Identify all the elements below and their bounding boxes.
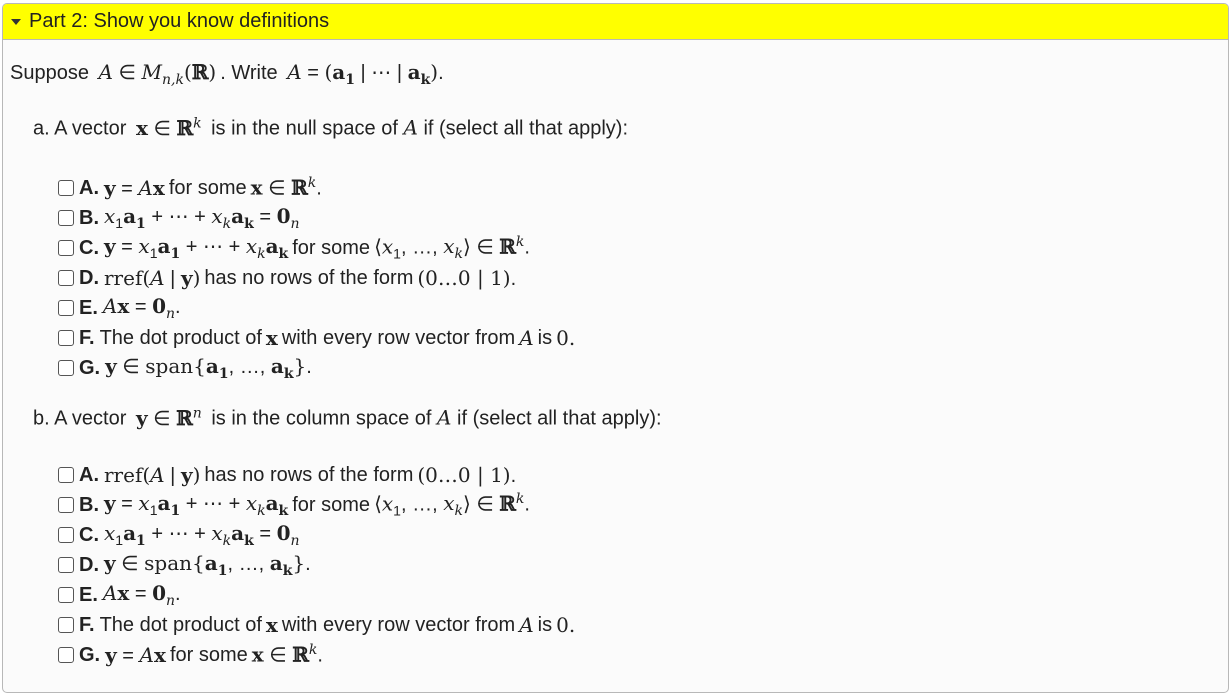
option-text: has no rows of the form — [204, 463, 414, 486]
checkbox-a-B[interactable] — [58, 210, 74, 226]
math: x — [265, 326, 278, 350]
checkbox-a-E[interactable] — [58, 300, 74, 316]
question-b-prompt — [33, 405, 662, 431]
option-letter: F. — [79, 326, 95, 349]
math: A — [519, 326, 534, 350]
option-letter: C. — [79, 236, 99, 259]
checkbox-a-C[interactable] — [58, 240, 74, 256]
checkbox-a-F[interactable] — [58, 330, 74, 346]
math: $⟨x_1$, …, $x_k⟩$ ∈ ℝ$^k$. — [374, 490, 530, 520]
option-text: for some — [292, 493, 371, 516]
option-letter: B. — [79, 206, 99, 229]
math: $⟨x_1$, …, $x_k⟩$ ∈ ℝ$^k$. — [374, 233, 530, 263]
checkbox-b-A[interactable] — [58, 467, 74, 483]
math: x ∈ ℝ$^k$. — [251, 642, 323, 667]
option-a-A[interactable] — [58, 173, 579, 203]
intro-line — [10, 60, 448, 88]
checkbox-a-G[interactable] — [58, 360, 74, 376]
math-intro-1: A ∈ $M_{n,k}(ℝ)$ — [98, 60, 217, 88]
checkbox-b-D[interactable] — [58, 557, 74, 573]
checkbox-b-B[interactable] — [58, 497, 74, 513]
intro-text-write: . Write — [220, 62, 278, 84]
question-b-text-1: b. A vector — [33, 407, 127, 430]
math: $x_1a_1$ + ⋯ + $x_ka_k = 0_n$ — [104, 204, 300, 232]
math-A: A — [403, 115, 418, 140]
part-title: Part 2: Show you know definitions — [29, 10, 330, 32]
option-letter: C. — [79, 523, 99, 546]
math-A: A — [437, 405, 452, 430]
option-letter: F. — [79, 613, 95, 636]
math: $x_1a_1$ + ⋯ + $x_ka_k = 0_n$ — [104, 521, 300, 549]
intro-text-suppose: Suppose — [10, 62, 89, 84]
option-a-E[interactable] — [58, 293, 579, 323]
question-a-options — [58, 173, 579, 383]
option-letter: G. — [79, 356, 101, 379]
math-x-in-rk: x ∈ ℝ$^k$ — [135, 115, 202, 140]
math: y ∈ $span\{a_1$, …, $a_k$}. — [104, 551, 311, 579]
math: $Ax = 0_n$. — [102, 294, 181, 322]
question-a-text-2: is in the null space of — [211, 117, 398, 140]
math: (0…0 | 1). — [417, 462, 517, 487]
option-text: is — [537, 613, 553, 636]
math: (0…0 | 1). — [417, 265, 517, 290]
option-a-C[interactable] — [58, 233, 579, 263]
option-b-G[interactable] — [58, 640, 579, 670]
question-b-text-3: if (select all that apply): — [457, 407, 662, 430]
math: y = Ax — [105, 642, 166, 667]
option-b-F[interactable] — [58, 610, 579, 640]
checkbox-b-C[interactable] — [58, 527, 74, 543]
math: $Ax = 0_n$. — [102, 581, 181, 609]
math: 0. — [556, 326, 576, 350]
question-b-text-2: is in the column space of — [211, 407, 432, 430]
math: $y = x_1a_1$ + ⋯ + $x_ka_k$ — [104, 491, 289, 519]
math: rref(A | y) — [104, 265, 201, 290]
option-b-A[interactable] — [58, 460, 579, 490]
question-a-prompt — [33, 115, 628, 141]
math: 0. — [556, 613, 576, 637]
option-text: The dot product of — [99, 613, 262, 636]
option-letter: D. — [79, 266, 99, 289]
math-intro-2: $A = (a_1$ | ⋯ | $a_k$). — [287, 60, 444, 88]
option-b-E[interactable] — [58, 580, 579, 610]
math-y-in-rn: y ∈ ℝ$^n$ — [135, 405, 202, 430]
option-a-F[interactable] — [58, 323, 579, 353]
checkbox-b-G[interactable] — [58, 647, 74, 663]
math: x ∈ ℝ$^k$. — [250, 175, 322, 200]
option-letter: D. — [79, 553, 99, 576]
option-text: with every row vector from — [281, 326, 516, 349]
option-b-B[interactable] — [58, 490, 579, 520]
option-text: for some — [168, 176, 247, 199]
checkbox-a-D[interactable] — [58, 270, 74, 286]
option-b-C[interactable] — [58, 520, 579, 550]
option-letter: A. — [79, 463, 99, 486]
option-letter: E. — [79, 296, 98, 319]
collapse-caret-icon[interactable] — [11, 19, 21, 25]
math: y ∈ $span\{a_1$, …, $a_k$}. — [105, 354, 312, 382]
option-letter: B. — [79, 493, 99, 516]
math: rref(A | y) — [104, 462, 201, 487]
option-letter: A. — [79, 176, 99, 199]
option-text: is — [537, 326, 553, 349]
option-letter: G. — [79, 643, 101, 666]
option-text: The dot product of — [99, 326, 262, 349]
checkbox-b-E[interactable] — [58, 587, 74, 603]
option-a-D[interactable] — [58, 263, 579, 293]
checkbox-a-A[interactable] — [58, 180, 74, 196]
option-letter: E. — [79, 583, 98, 606]
checkbox-b-F[interactable] — [58, 617, 74, 633]
math: $y = x_1a_1$ + ⋯ + $x_ka_k$ — [104, 234, 289, 262]
option-text: with every row vector from — [281, 613, 516, 636]
option-b-D[interactable] — [58, 550, 579, 580]
option-a-G[interactable] — [58, 353, 579, 383]
math: A — [519, 613, 534, 637]
option-text: for some — [169, 643, 248, 666]
option-a-B[interactable] — [58, 203, 579, 233]
option-text: has no rows of the form — [204, 266, 414, 289]
math: y = Ax — [104, 175, 165, 200]
question-b-options — [58, 460, 579, 670]
option-text: for some — [292, 236, 371, 259]
question-a-text-1: a. A vector — [33, 117, 127, 140]
math: x — [265, 613, 278, 637]
question-a-text-3: if (select all that apply): — [423, 117, 628, 140]
part-2-header[interactable] — [3, 4, 1228, 40]
